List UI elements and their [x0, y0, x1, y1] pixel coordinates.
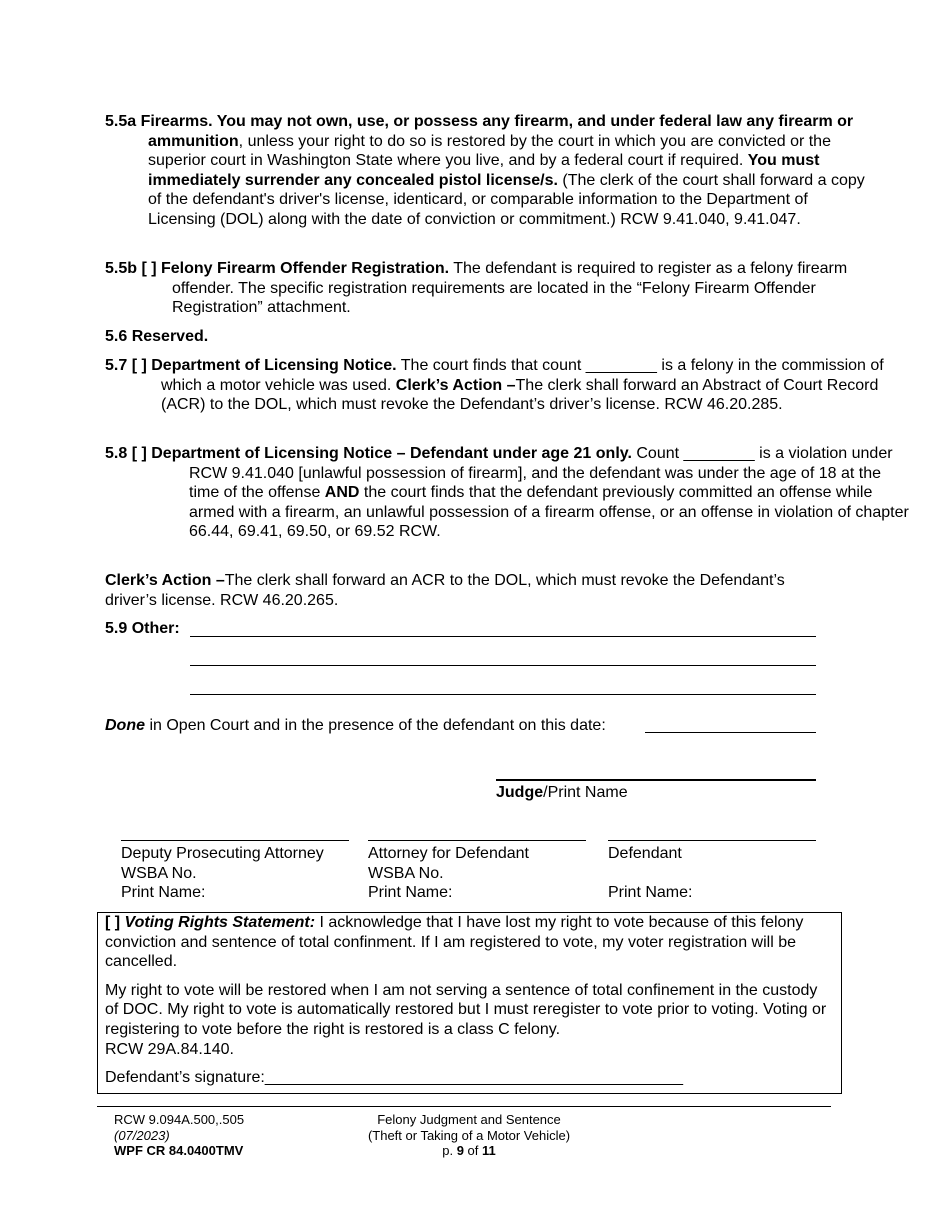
- judge-print-name: /Print Name: [543, 784, 628, 801]
- defense-attorney-title: Attorney for Defendant: [368, 845, 529, 862]
- defendant-signature-line[interactable]: [608, 840, 816, 841]
- section-5-5a: [105, 112, 873, 230]
- prosecutor-title: Deputy Prosecuting Attorney: [121, 845, 324, 862]
- footer-page-number: p. 9 of 11: [442, 1143, 496, 1158]
- voting-rights-checkbox[interactable]: [ ]: [105, 914, 125, 931]
- defense-attorney-block: [368, 844, 529, 903]
- section-5-6: [105, 327, 830, 347]
- section-5-8: [105, 444, 914, 542]
- footer-form-number: WPF CR 84.0400TMV: [114, 1143, 244, 1158]
- footer-left: [114, 1112, 244, 1159]
- section-5-5a-surrender: You must immediately surrender any concealed pistol license/s.: [148, 152, 820, 189]
- other-line-3[interactable]: [190, 694, 816, 695]
- section-5-6-heading: 5.6 Reserved.: [105, 328, 209, 345]
- footer-title: Felony Judgment and Sentence: [377, 1112, 561, 1127]
- clerk-action-text: The clerk shall forward an ACR to the DOL, which must revoke the Defendant’s driver’s license. RCW 46.20.265.: [105, 572, 785, 609]
- prosecutor-print-name: Print Name:: [121, 884, 206, 902]
- section-5-8-text-2: the court finds that the defendant previously committed an offense while armed with a firearm, an unlawful possession of a firearm offense, or an offense in violation of chapter 66.44, 69.41, 69.50, or 69.52 RCW.: [189, 484, 909, 541]
- section-5-7-clerk-action: Clerk’s Action –: [395, 376, 516, 394]
- section-5-5a-clerk-text: (The clerk of the court shall forward a copy of the defendant's driver's license, identicard, or comparable information to the Department of Licensing (DOL) along with the date of conviction or commitment.) RCW 9.41.040, 9.41.047.: [148, 171, 865, 228]
- done-statement: [105, 716, 665, 736]
- defendant-block: [608, 844, 692, 903]
- judge-signature-line[interactable]: [496, 779, 816, 781]
- section-5-8-and: AND: [324, 484, 360, 502]
- voting-rights-heading: Voting Rights Statement:: [124, 914, 316, 931]
- footer-rcw: RCW 9.094A.500,.505: [114, 1112, 245, 1127]
- section-5-5b-heading: 5.5b [ ] Felony Firearm Offender Registration.: [105, 260, 450, 277]
- clerk-action-paragraph: [105, 571, 830, 610]
- clerk-action-heading: Clerk’s Action –: [105, 572, 225, 589]
- voting-rights-text-2: My right to vote will be restored when I am not serving a sentence of total confinement in the custody of DOC. My right to vote is automatically restored but I must reregister to vote prior to voting. Voting or registering to vote before the right is restored is a class C felony.: [105, 981, 827, 1038]
- judge-bold: Judge: [496, 784, 544, 801]
- voting-rights-paragraph-2: [105, 981, 834, 1059]
- voting-rights-text-1: I acknowledge that I have lost my right to vote because of this felony conviction and sentence of total confinment. If I am registered to vote, my voter registration will be cancelled.: [105, 914, 804, 971]
- section-5-5a-heading: 5.5a Firearms. You may not own, use, or possess any firearm, and under federal law any firearm or ammunition: [105, 113, 854, 150]
- footer-date: (07/2023): [114, 1127, 170, 1143]
- voting-rights-paragraph-1: [105, 913, 834, 972]
- voting-rights-box: [97, 912, 842, 1094]
- section-5-9-label: 5.9 Other:: [105, 620, 180, 637]
- section-5-8-heading: 5.8 [ ] Department of Licensing Notice – Defendant under age 21 only.: [105, 445, 632, 462]
- section-5-7-text: The court finds that count ________ is a felony in the commission of which a motor vehicle was used.: [161, 357, 884, 394]
- voting-rights-rcw: RCW 29A.84.140.: [105, 1040, 234, 1058]
- done-word: Done: [105, 717, 145, 734]
- defendant-title: Defendant: [608, 845, 682, 862]
- section-5-5a-text: , unless your right to do so is restored by the court in which you are convicted or the superior court in Washington State where you live, and by a federal court if required.: [148, 132, 831, 170]
- other-line-1[interactable]: [190, 636, 816, 637]
- prosecutor-block: [121, 844, 324, 903]
- date-line[interactable]: [645, 732, 816, 733]
- defendant-signature-field[interactable]: Defendant’s signature:_______________________________________________: [105, 1069, 684, 1087]
- section-5-8-text: Count ________ is a violation under RCW 9.41.040 [unlawful possession of firearm], and the defendant was under the age of 18 at the time of the offense: [189, 445, 893, 502]
- section-5-7: [105, 356, 886, 415]
- section-5-7-clerk-text: The clerk shall forward an Abstract of Court Record (ACR) to the DOL, which must revoke the Defendant’s driver’s license. RCW 46.20.285.: [161, 376, 879, 414]
- defense-attorney-signature-line[interactable]: [368, 840, 586, 841]
- prosecutor-wsba: WSBA No.: [121, 864, 197, 882]
- defense-attorney-print-name: Print Name:: [368, 884, 453, 902]
- defendant-print-name: Print Name:: [608, 884, 693, 902]
- judge-label: [496, 783, 628, 803]
- done-text: in Open Court and in the presence of the defendant on this date:: [145, 717, 606, 734]
- section-5-7-heading: 5.7 [ ] Department of Licensing Notice.: [105, 357, 397, 374]
- other-line-2[interactable]: [190, 665, 816, 666]
- section-5-5b-text: The defendant is required to register as a felony firearm offender. The specific registration requirements are located in the “Felony Firearm Offender Registration” attachment.: [172, 260, 848, 317]
- prosecutor-signature-line[interactable]: [121, 840, 349, 841]
- footer-center: [330, 1112, 608, 1159]
- defense-attorney-wsba: WSBA No.: [368, 864, 444, 882]
- section-5-5b: [105, 259, 897, 318]
- footer-subtitle: (Theft or Taking of a Motor Vehicle): [367, 1127, 571, 1143]
- footer-rule: [97, 1106, 831, 1107]
